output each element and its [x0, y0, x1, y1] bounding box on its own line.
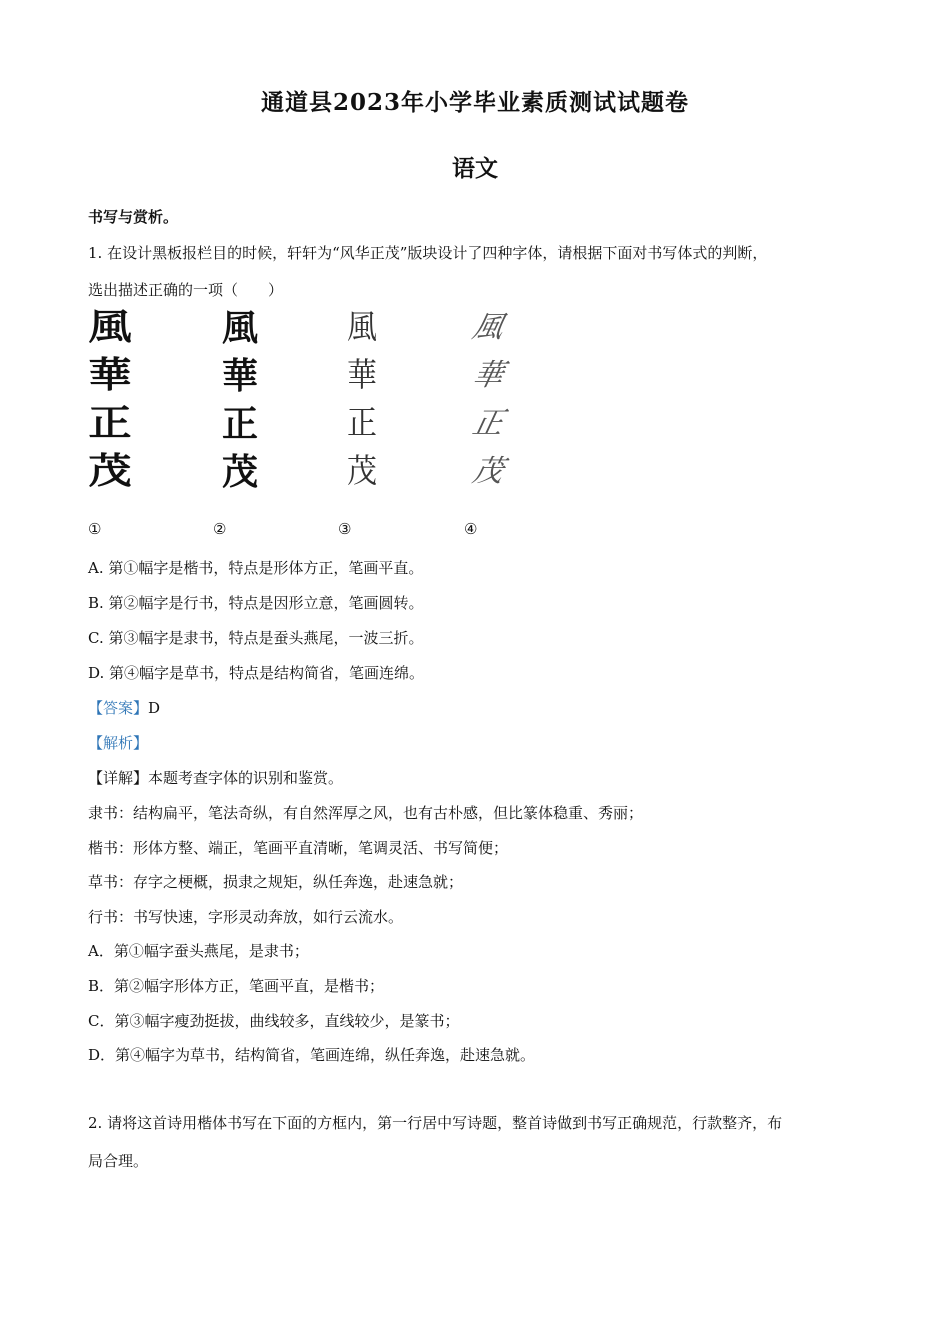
calligraphy-image-3 [332, 304, 392, 496]
calligraphy-char: 華 [469, 358, 507, 393]
calligraphy-char: 茂 [88, 451, 132, 492]
calligraphy-image-1 [80, 304, 140, 496]
explain-line: B．第②幅字形体方正，笔画平直，是楷书； [88, 977, 385, 995]
calligraphy-char: 風 [221, 307, 258, 349]
option-d: D. 第④幅字是草书，特点是结构简省，笔画连绵。 [88, 664, 425, 682]
calligraphy-char: 風 [347, 308, 377, 347]
detail-line: 【详解】本题考查字体的识别和鉴赏。 [88, 769, 344, 787]
subject-title: 语文 [452, 155, 498, 182]
calligraphy-char: 風 [469, 310, 507, 345]
calligraphy-char: 正 [88, 403, 132, 444]
calligraphy-char: 茂 [347, 452, 377, 491]
q2-stem-line1: 2. 请将这首诗用楷体书写在下面的方框内，第一行居中写诗题，整首诗做到书写正确规范，行款整齐，布 [88, 1114, 783, 1132]
explain-line: 草书：存字之梗概，损隶之规矩，纵任奔逸，赴速急就； [88, 873, 464, 891]
q2-stem-line2: 局合理。 [88, 1152, 149, 1170]
option-b: B. 第②幅字是行书，特点是因形立意，笔画圆转。 [88, 594, 424, 612]
explain-line: A．第①幅字蚕头燕尾，是隶书； [88, 942, 309, 960]
section-heading: 书写与赏析。 [88, 208, 179, 226]
calligraphy-image-4 [458, 304, 518, 496]
calligraphy-char: 茂 [469, 454, 507, 489]
q1-stem-line2: 选出描述正确的一项（ ） [88, 281, 284, 299]
calligraphy-char: 華 [347, 356, 377, 395]
answer-tag: 【答案】 [88, 699, 149, 717]
option-a: A. 第①幅字是楷书，特点是形体方正，笔画平直。 [88, 559, 424, 577]
option-c: C. 第③幅字是隶书，特点是蚕头燕尾，一波三折。 [88, 629, 424, 647]
calligraphy-char: 華 [88, 355, 132, 396]
calligraphy-char: 華 [221, 355, 258, 397]
image-label-3: ③ [338, 520, 352, 538]
calligraphy-char: 正 [347, 404, 377, 443]
explain-line: 隶书：结构扁平，笔法奇纵，有自然浑厚之风，也有古朴感，但比篆体稳重、秀丽； [88, 804, 644, 822]
explain-line: 行书：书写快速，字形灵动奔放，如行云流水。 [88, 908, 404, 926]
explain-line: D．第④幅字为草书，结构简省，笔画连绵，纵任奔逸，赴速急就。 [88, 1046, 536, 1064]
answer-line [88, 697, 160, 718]
explain-line: 楷书：形体方整、端正，笔画平直清晰，笔调灵活、书写简便； [88, 839, 509, 857]
calligraphy-image-2 [210, 304, 270, 496]
analysis-tag: 【解析】 [88, 734, 149, 752]
calligraphy-char: 正 [221, 403, 258, 445]
image-label-2: ② [213, 520, 227, 538]
q1-stem-line1: 1. 在设计黑板报栏目的时候，轩轩为“风华正茂”版块设计了四种字体，请根据下面对书写体式的判断， [88, 244, 768, 262]
answer-value: D [148, 699, 161, 717]
image-label-1: ① [88, 520, 102, 538]
calligraphy-char: 正 [469, 406, 507, 441]
image-label-4: ④ [464, 520, 478, 538]
explain-line: C．第③幅字瘦劲挺拔，曲线较多，直线较少，是篆书； [88, 1012, 460, 1030]
calligraphy-char: 茂 [221, 451, 258, 493]
page-title: 通道县2023年小学毕业素质测试试题卷 [260, 89, 689, 116]
calligraphy-char: 風 [88, 307, 132, 348]
